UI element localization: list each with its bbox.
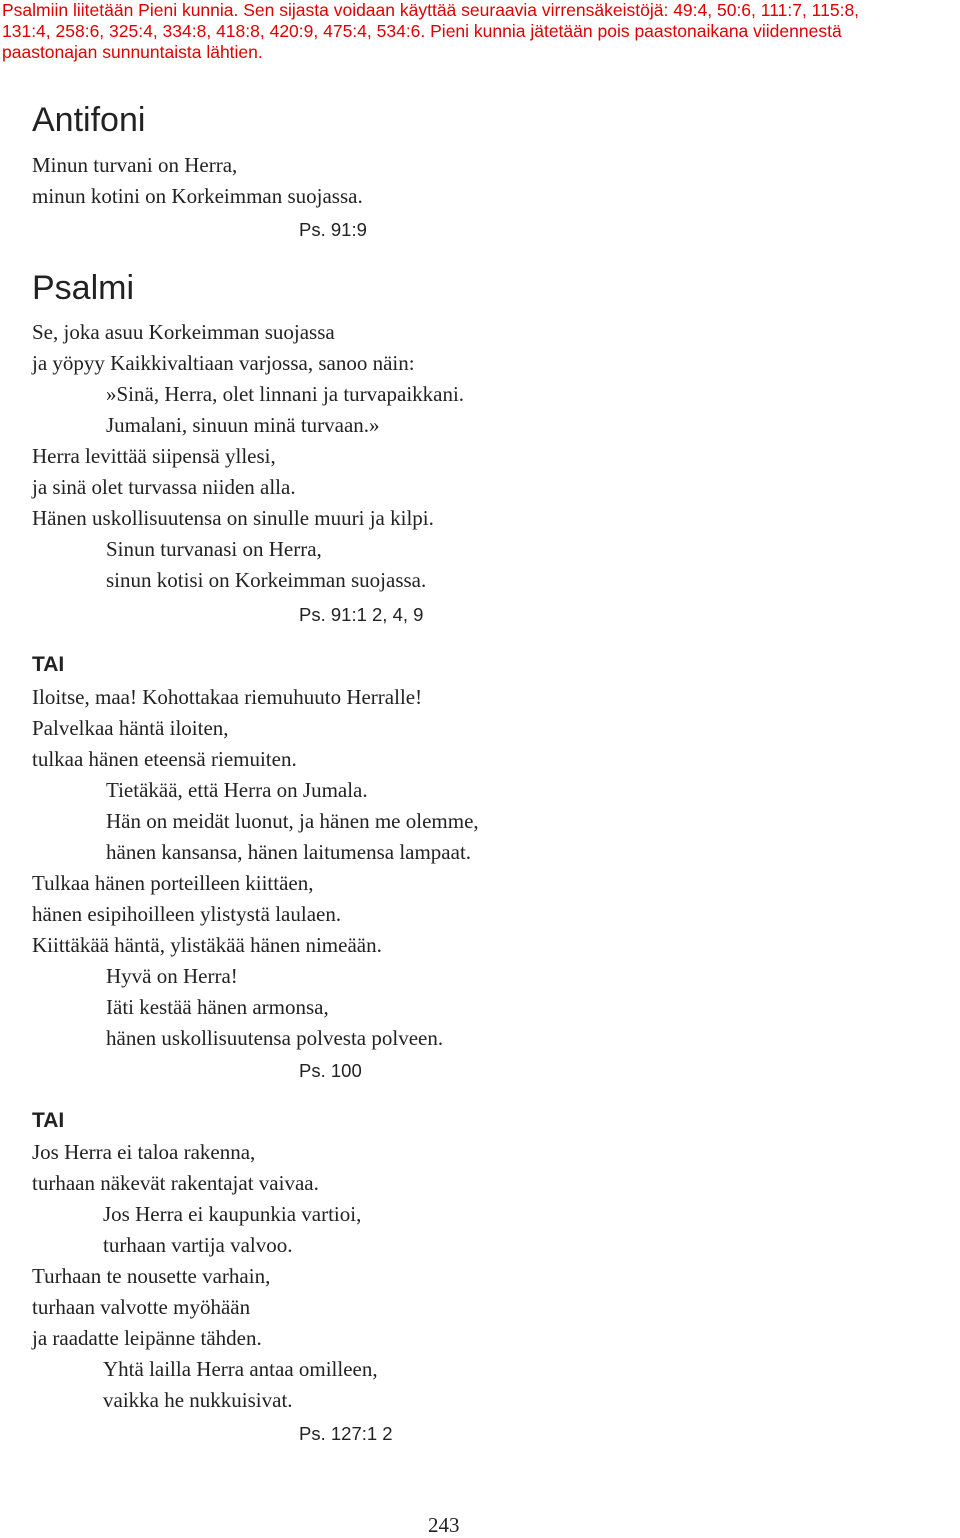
verse-line: Tulkaa hänen porteilleen kiittäen, — [32, 871, 314, 895]
verse-line: ja yöpyy Kaikkivaltiaan varjossa, sanoo näin: — [32, 351, 415, 375]
verse-line: Minun turvani on Herra, — [32, 153, 238, 177]
rubric-line: Psalmiin liitetään Pieni kunnia. Sen sijasta voidaan käyttää seuraavia virrensäkeistöjä: 49:4, 50:6, 111:7, 115:8, — [2, 0, 860, 20]
verse-line: Hyvä on Herra! — [106, 964, 238, 988]
verse-line: hänen kansansa, hänen laitumensa lampaat. — [106, 840, 472, 864]
rubric-line: paastonajan sunnuntaista lähtien. — [2, 42, 263, 62]
psalm-option-3 — [32, 1137, 378, 1416]
verse-line: vaikka he nukkuisivat. — [103, 1388, 293, 1412]
verse-line: Tietäkää, että Herra on Jumala. — [106, 778, 368, 802]
verse-line: Iäti kestää hänen armonsa, — [106, 995, 329, 1019]
verse-line: hänen uskollisuutensa polvesta polveen. — [106, 1026, 444, 1050]
antifoni-reference: Ps. 91:9 — [299, 219, 367, 240]
psalm-option-1 — [32, 317, 464, 596]
verse-line: Palvelkaa häntä iloiten, — [32, 716, 229, 740]
psalm-reference: Ps. 127:1 2 — [299, 1423, 393, 1444]
verse-line: Jumalani, sinuun minä turvaan.» — [106, 413, 380, 437]
verse-line: turhaan vartija valvoo. — [103, 1233, 293, 1257]
verse-line: tulkaa hänen eteensä riemuiten. — [32, 747, 297, 771]
alternative-label: TAI — [32, 1109, 65, 1132]
verse-line: Herra levittää siipensä yllesi, — [32, 444, 276, 468]
verse-line: Iloitse, maa! Kohottakaa riemuhuuto Herralle! — [32, 685, 423, 709]
antifoni-heading: Antifoni — [32, 101, 146, 139]
verse-line: Jos Herra ei kaupunkia vartioi, — [103, 1202, 362, 1226]
verse-line: Yhtä lailla Herra antaa omilleen, — [103, 1357, 378, 1381]
psalm-option-2 — [32, 682, 479, 1054]
verse-line: »Sinä, Herra, olet linnani ja turvapaikkani. — [106, 382, 465, 406]
verse-line: Se, joka asuu Korkeimman suojassa — [32, 320, 335, 344]
verse-line: sinun kotisi on Korkeimman suojassa. — [106, 568, 427, 592]
rubric-instructions — [2, 0, 958, 63]
verse-line: turhaan näkevät rakentajat vaivaa. — [32, 1171, 319, 1195]
psalm-reference: Ps. 91:1 2, 4, 9 — [299, 604, 424, 625]
verse-line: hänen esipihoilleen ylistystä laulaen. — [32, 902, 342, 926]
verse-line: Turhaan te nousette varhain, — [32, 1264, 271, 1288]
psalmi-heading: Psalmi — [32, 269, 135, 307]
antifoni-text — [32, 150, 363, 212]
alternative-label: TAI — [32, 653, 65, 676]
rubric-line: 131:4, 258:6, 325:4, 334:8, 418:8, 420:9, 475:4, 534:6. Pieni kunnia jätetään pois paastonaikana viidennestä — [2, 21, 842, 41]
psalm-reference: Ps. 100 — [299, 1060, 362, 1081]
verse-line: Hänen uskollisuutensa on sinulle muuri ja kilpi. — [32, 506, 434, 530]
verse-line: minun kotini on Korkeimman suojassa. — [32, 184, 363, 208]
verse-line: ja raadatte leipänne tähden. — [32, 1326, 262, 1350]
verse-line: Hän on meidät luonut, ja hänen me olemme, — [106, 809, 479, 833]
verse-line: turhaan valvotte myöhään — [32, 1295, 251, 1319]
verse-line: Jos Herra ei taloa rakenna, — [32, 1140, 256, 1164]
verse-line: Kiittäkää häntä, ylistäkää hänen nimeään. — [32, 933, 382, 957]
verse-line: Sinun turvanasi on Herra, — [106, 537, 322, 561]
verse-line: ja sinä olet turvassa niiden alla. — [32, 475, 296, 499]
page-number: 243 — [428, 1513, 460, 1537]
